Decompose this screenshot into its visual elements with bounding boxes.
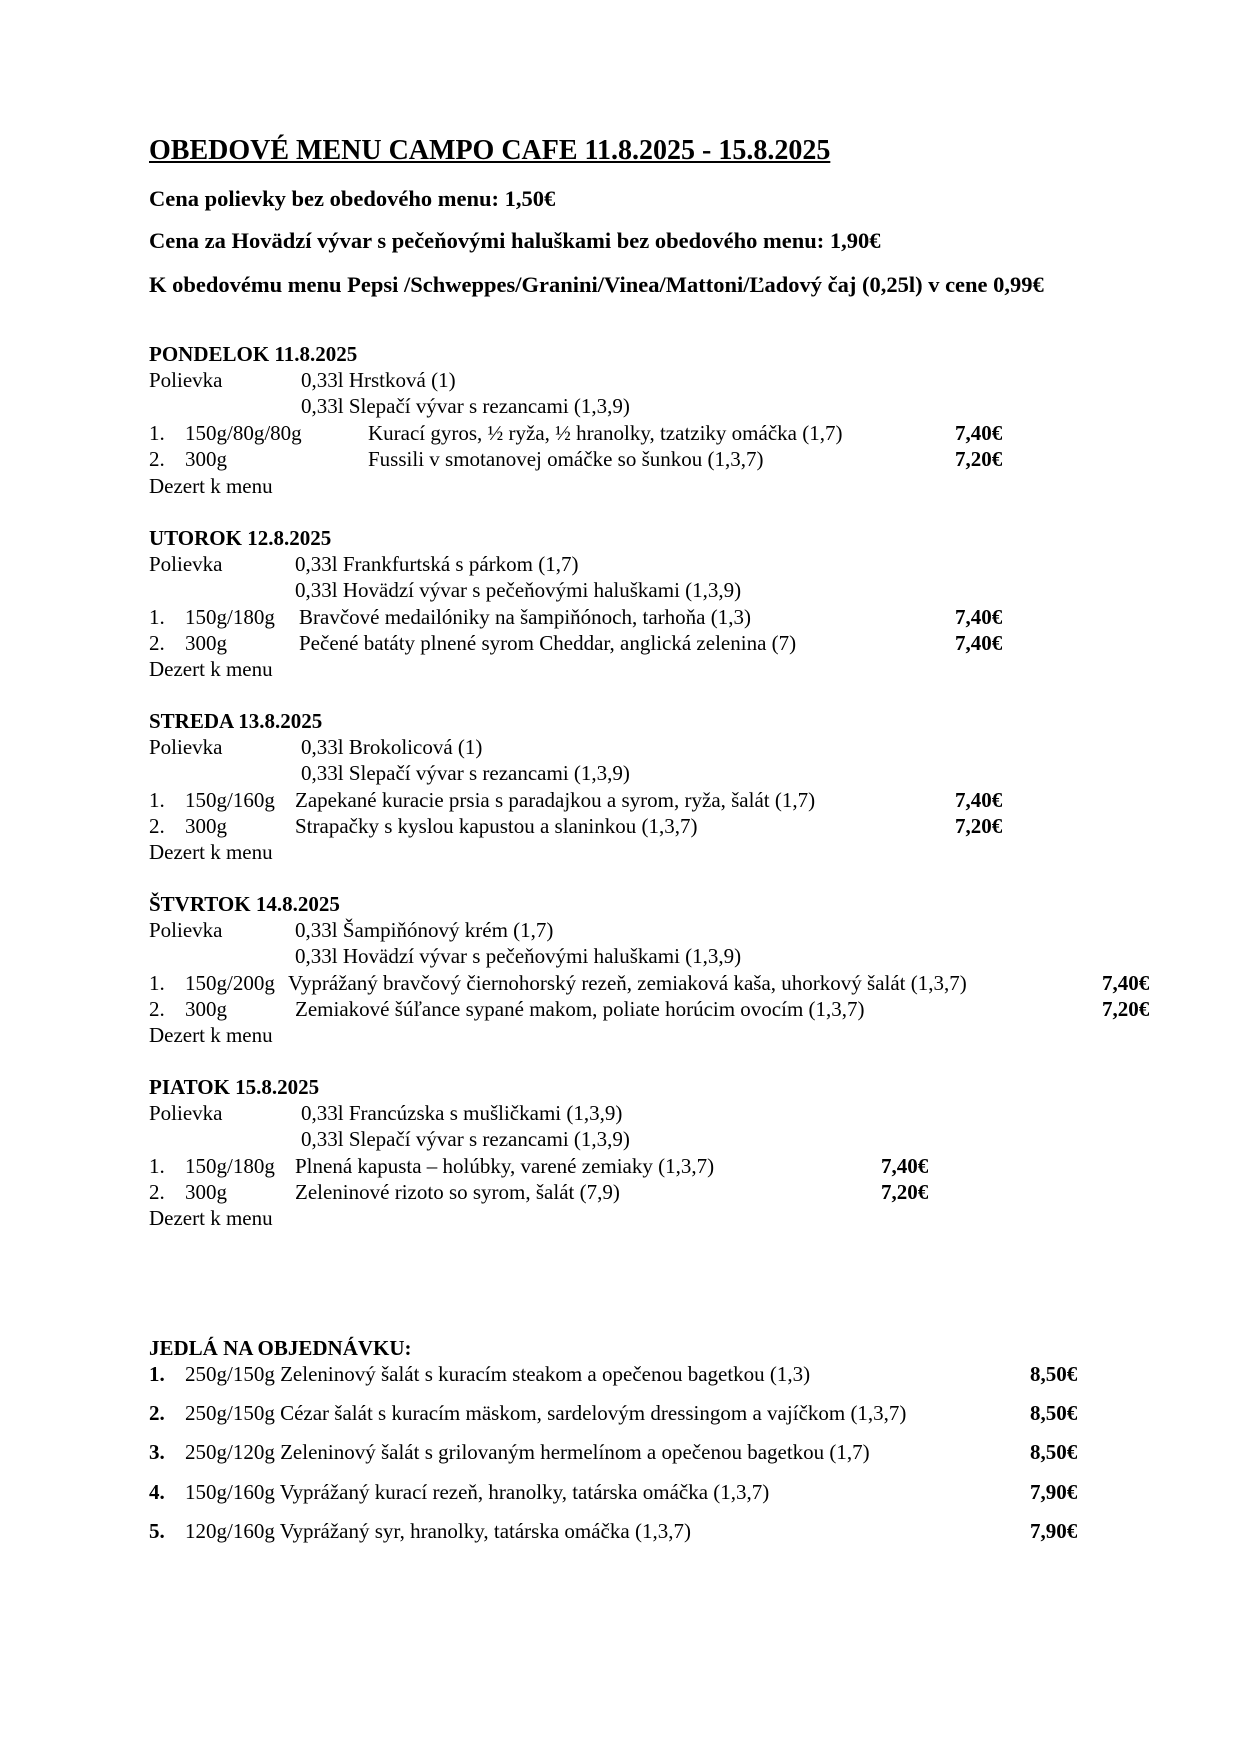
main-name: Kurací gyros, ½ ryža, ½ hranolky, tzatziky omáčka (1,7)	[368, 421, 843, 445]
main-number: 2.	[149, 814, 165, 838]
soup-item: 0,33l Francúzska s mušličkami (1,3,9)	[301, 1101, 623, 1125]
soup-item: 0,33l Slepačí vývar s rezancami (1,3,9)	[301, 1127, 630, 1151]
main-price: 7,40€	[955, 605, 1003, 629]
order-item: 250g/150g Zeleninový šalát s kuracím steakom a opečenou bagetkou (1,3)	[185, 1362, 811, 1386]
main-name: Vyprážaný bravčový čiernohorský rezeň, zemiaková kaša, uhorkový šalát (1,3,7)	[288, 971, 967, 995]
main-weight: 150g/180g	[185, 1154, 275, 1178]
soup-item: 0,33l Brokolicová (1)	[301, 735, 483, 759]
soup-item: 0,33l Hovädzí vývar s pečeňovými haluškami (1,3,9)	[295, 578, 742, 602]
order-item: 150g/160g Vyprážaný kurací rezeň, hranolky, tatárska omáčka (1,3,7)	[185, 1480, 770, 1504]
order-number: 3.	[149, 1440, 165, 1464]
main-number: 1.	[149, 971, 165, 995]
main-price: 7,20€	[955, 447, 1003, 471]
soup-label: Polievka	[149, 368, 223, 392]
order-number: 4.	[149, 1480, 165, 1504]
soup-item: 0,33l Frankfurtská s párkom (1,7)	[295, 552, 579, 576]
main-name: Strapačky s kyslou kapustou a slaninkou (1,3,7)	[295, 814, 698, 838]
soup-label: Polievka	[149, 1101, 223, 1125]
main-number: 2.	[149, 447, 165, 471]
soup-item: 0,33l Slepačí vývar s rezancami (1,3,9)	[301, 394, 630, 418]
dessert-note: Dezert k menu	[149, 1023, 273, 1047]
main-weight: 150g/80g/80g	[185, 421, 302, 445]
order-price: 7,90€	[1030, 1519, 1078, 1543]
soup-item: 0,33l Hovädzí vývar s pečeňovými haluškami (1,3,9)	[295, 944, 742, 968]
order-price: 8,50€	[1030, 1401, 1078, 1425]
soup-item: 0,33l Hrstková (1)	[301, 368, 456, 392]
main-price: 7,20€	[881, 1180, 929, 1204]
order-number: 2.	[149, 1401, 165, 1425]
order-item: 250g/150g Cézar šalát s kuracím mäskom, sardelovým dressingom a vajíčkom (1,3,7)	[185, 1401, 907, 1425]
main-name: Fussili v smotanovej omáčke so šunkou (1,3,7)	[368, 447, 764, 471]
day-header: ŠTVRTOK 14.8.2025	[149, 892, 340, 916]
main-weight: 300g	[185, 447, 227, 471]
order-header: JEDLÁ NA OBJEDNÁVKU:	[149, 1336, 412, 1360]
main-price: 7,40€	[955, 631, 1003, 655]
main-name: Zemiakové šúľance sypané makom, poliate horúcim ovocím (1,3,7)	[295, 997, 865, 1021]
order-item: 120g/160g Vyprážaný syr, hranolky, tatárska omáčka (1,3,7)	[185, 1519, 691, 1543]
main-number: 1.	[149, 788, 165, 812]
day-header: PONDELOK 11.8.2025	[149, 342, 358, 366]
order-number: 5.	[149, 1519, 165, 1543]
main-number: 2.	[149, 631, 165, 655]
day-header: STREDA 13.8.2025	[149, 709, 323, 733]
main-weight: 300g	[185, 631, 227, 655]
main-price: 7,40€	[1102, 971, 1150, 995]
day-header: UTOROK 12.8.2025	[149, 526, 332, 550]
main-name: Zapekané kuracie prsia s paradajkou a syrom, ryža, šalát (1,7)	[295, 788, 816, 812]
main-weight: 300g	[185, 997, 227, 1021]
soup-label: Polievka	[149, 552, 223, 576]
main-number: 1.	[149, 421, 165, 445]
broth-price-note: Cena za Hovädzí vývar s pečeňovými haluškami bez obedového menu: 1,90€	[149, 228, 881, 253]
main-weight: 150g/160g	[185, 788, 275, 812]
main-price: 7,40€	[955, 788, 1003, 812]
day-header: PIATOK 15.8.2025	[149, 1075, 320, 1099]
dessert-note: Dezert k menu	[149, 474, 273, 498]
main-weight: 150g/180g	[185, 605, 275, 629]
main-number: 1.	[149, 1154, 165, 1178]
soup-price-note: Cena polievky bez obedového menu: 1,50€	[149, 186, 556, 211]
page-title: OBEDOVÉ MENU CAMPO CAFE 11.8.2025 - 15.8.2025	[149, 135, 831, 166]
dessert-note: Dezert k menu	[149, 840, 273, 864]
main-weight: 150g/200g	[185, 971, 275, 995]
soup-item: 0,33l Šampiňónový krém (1,7)	[295, 918, 554, 942]
main-price: 7,20€	[955, 814, 1003, 838]
main-price: 7,40€	[881, 1154, 929, 1178]
drinks-note: K obedovému menu Pepsi /Schweppes/Granini/Vinea/Mattoni/Ľadový čaj (0,25l) v cene 0,99€	[149, 272, 1044, 297]
order-price: 8,50€	[1030, 1362, 1078, 1386]
main-number: 1.	[149, 605, 165, 629]
main-price: 7,40€	[955, 421, 1003, 445]
main-name: Pečené batáty plnené syrom Cheddar, anglická zelenina (7)	[299, 631, 797, 655]
main-price: 7,20€	[1102, 997, 1150, 1021]
order-price: 7,90€	[1030, 1480, 1078, 1504]
main-weight: 300g	[185, 1180, 227, 1204]
dessert-note: Dezert k menu	[149, 657, 273, 681]
main-weight: 300g	[185, 814, 227, 838]
soup-label: Polievka	[149, 735, 223, 759]
main-number: 2.	[149, 1180, 165, 1204]
order-item: 250g/120g Zeleninový šalát s grilovaným hermelínom a opečenou bagetkou (1,7)	[185, 1440, 870, 1464]
soup-label: Polievka	[149, 918, 223, 942]
main-number: 2.	[149, 997, 165, 1021]
main-name: Zeleninové rizoto so syrom, šalát (7,9)	[295, 1180, 620, 1204]
order-price: 8,50€	[1030, 1440, 1078, 1464]
order-number: 1.	[149, 1362, 165, 1386]
soup-item: 0,33l Slepačí vývar s rezancami (1,3,9)	[301, 761, 630, 785]
dessert-note: Dezert k menu	[149, 1206, 273, 1230]
main-name: Plnená kapusta – holúbky, varené zemiaky (1,3,7)	[295, 1154, 715, 1178]
main-name: Bravčové medailóniky na šampiňónoch, tarhoňa (1,3)	[299, 605, 751, 629]
